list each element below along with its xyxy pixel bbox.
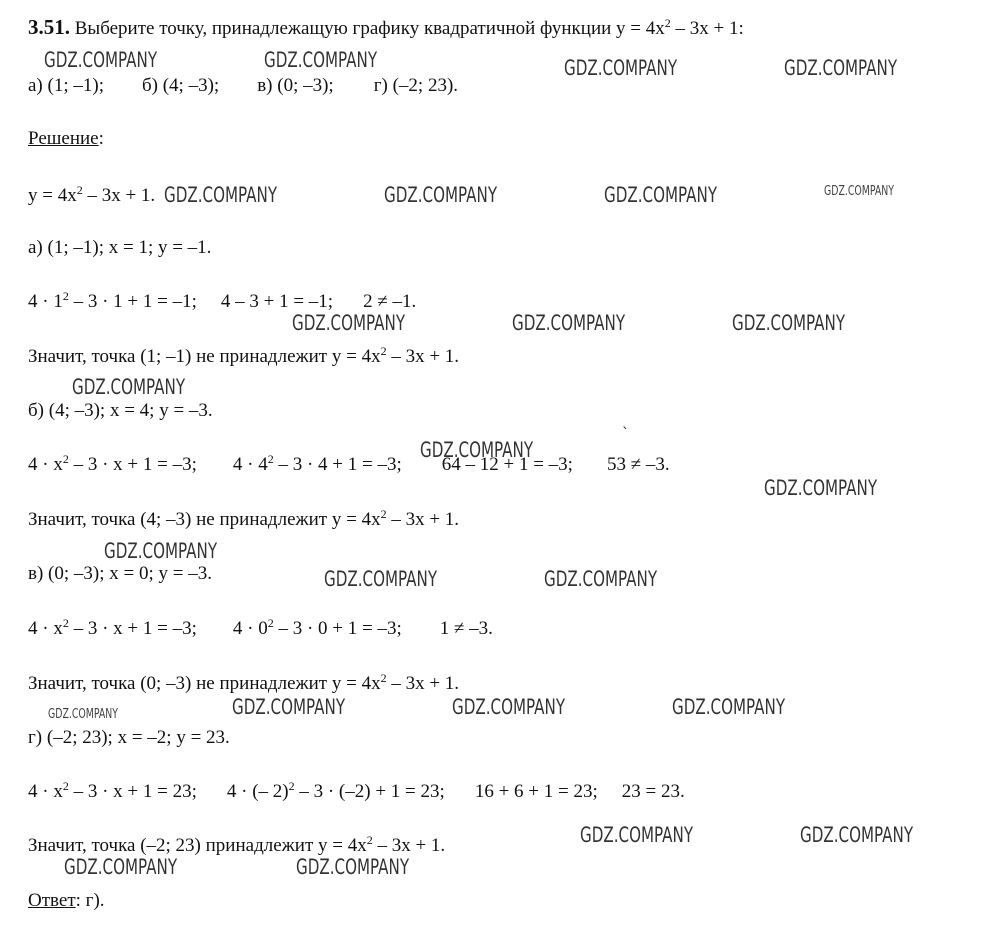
- watermark: GDZ.COMPANY: [264, 48, 378, 72]
- answer-value: : г).: [75, 890, 105, 911]
- watermark: GDZ.COMPANY: [104, 539, 218, 563]
- watermark: GDZ.COMPANY: [800, 823, 914, 847]
- option-b: б) (4; –3);: [141, 75, 220, 96]
- case-d-calc-1-exp: 2: [62, 779, 69, 793]
- case-c-calc-1-pre: 4 · x: [28, 618, 63, 639]
- option-d: г) (–2; 23).: [373, 75, 459, 96]
- watermark: GDZ.COMPANY: [564, 56, 678, 80]
- case-c-calc-1-exp: 2: [62, 616, 69, 630]
- case-a-conclusion-post: – 3x + 1.: [386, 346, 460, 367]
- case-a-calc-1-post: – 3 · 1 + 1 = –1;: [68, 291, 197, 312]
- case-d-calc-1-post: – 3 · x + 1 = 23;: [68, 781, 197, 802]
- watermark: GDZ.COMPANY: [48, 707, 118, 722]
- function-line: [28, 183, 156, 206]
- case-c-conclusion-exp: 2: [380, 671, 387, 685]
- watermark: GDZ.COMPANY: [44, 48, 158, 72]
- problem-options: [28, 76, 458, 95]
- case-c-calc-2-exp: 2: [267, 616, 274, 630]
- case-d-calc-1-pre: 4 · x: [28, 781, 63, 802]
- watermark: GDZ.COMPANY: [384, 183, 498, 207]
- case-a-header-text: а) (1; –1); x = 1; y = –1.: [28, 237, 212, 258]
- case-d-conclusion-exp: 2: [366, 833, 373, 847]
- case-c-calc: [28, 616, 493, 639]
- case-c-calc-2-post: – 3 · 0 + 1 = –3;: [273, 618, 402, 639]
- watermark: GDZ.COMPANY: [732, 311, 846, 335]
- case-b-conclusion-pre: Значит, точка (4; –3) не принадлежит y = 4x: [28, 509, 381, 530]
- case-a-conclusion-exp: 2: [380, 344, 387, 358]
- case-c-calc-1-post: – 3 · x + 1 = –3;: [68, 618, 197, 639]
- case-b-calc-2-pre: 4 · 4: [232, 454, 268, 475]
- watermark: GDZ.COMPANY: [764, 476, 878, 500]
- case-b-header-text: б) (4; –3); x = 4; y = –3.: [28, 400, 213, 421]
- case-b-calc-1-pre: 4 · x: [28, 454, 63, 475]
- case-d-calc: [28, 779, 685, 802]
- case-b-conclusion-post: – 3x + 1.: [386, 509, 460, 530]
- case-d-calc-4: 23 = 23.: [621, 781, 685, 802]
- case-d-calc-2-pre: 4 · (– 2): [226, 781, 289, 802]
- case-d-conclusion-post: – 3x + 1.: [372, 835, 446, 856]
- watermark: GDZ.COMPANY: [824, 184, 894, 199]
- case-d-conclusion: [28, 833, 446, 856]
- problem-number: 3.51.: [28, 15, 70, 39]
- case-a-conclusion-pre: Значит, точка (1; –1) не принадлежит y = 4x: [28, 346, 381, 367]
- case-a-calc-2: 4 – 3 + 1 = –1;: [220, 291, 334, 312]
- case-a-calc: [28, 289, 417, 312]
- case-c-calc-3: 1 ≠ –3.: [439, 618, 493, 639]
- function-post: – 3x + 1.: [82, 185, 156, 206]
- solution-heading-colon: :: [98, 128, 104, 149]
- case-d-calc-3: 16 + 6 + 1 = 23;: [474, 781, 598, 802]
- answer-line: [28, 891, 105, 910]
- case-b-calc-1-post: – 3 · x + 1 = –3;: [68, 454, 197, 475]
- watermark: GDZ.COMPANY: [324, 567, 438, 591]
- case-c-conclusion-post: – 3x + 1.: [386, 673, 460, 694]
- answer-label: Ответ: [28, 890, 76, 911]
- case-a-calc-1-exp: 2: [62, 289, 69, 303]
- case-c-header: [28, 564, 212, 583]
- solution-heading-label: Решение: [28, 128, 99, 149]
- case-c-calc-2-pre: 4 · 0: [232, 618, 268, 639]
- case-d-header-text: г) (–2; 23); x = –2; y = 23.: [28, 727, 230, 748]
- function-exp: 2: [76, 183, 83, 197]
- watermark: GDZ.COMPANY: [604, 183, 718, 207]
- case-c-conclusion-pre: Значит, точка (0; –3) не принадлежит y = 4x: [28, 673, 381, 694]
- case-b-calc-2-post: – 3 · 4 + 1 = –3;: [273, 454, 402, 475]
- problem-text-tail: – 3x + 1:: [670, 18, 744, 39]
- function-pre: y = 4x: [28, 185, 77, 206]
- case-c-conclusion: [28, 671, 460, 694]
- solution-heading: [28, 129, 104, 148]
- watermark: GDZ.COMPANY: [784, 56, 898, 80]
- case-a-header: [28, 238, 211, 257]
- case-b-conclusion-exp: 2: [380, 507, 387, 521]
- watermark: GDZ.COMPANY: [64, 855, 178, 879]
- case-b-calc: [28, 452, 670, 475]
- case-a-calc-1-pre: 4 · 1: [28, 291, 63, 312]
- case-d-calc-2-post: – 3 · (–2) + 1 = 23;: [294, 781, 445, 802]
- case-b-calc-1-exp: 2: [62, 452, 69, 466]
- watermark: GDZ.COMPANY: [164, 183, 278, 207]
- watermark: GDZ.COMPANY: [296, 855, 410, 879]
- problem-statement: [28, 17, 744, 38]
- case-b-calc-4: 53 ≠ –3.: [606, 454, 670, 475]
- scan-speck: `: [622, 426, 629, 442]
- case-b-conclusion: [28, 507, 460, 530]
- case-d-header: [28, 728, 230, 747]
- case-d-calc-2-exp: 2: [288, 779, 295, 793]
- watermark: GDZ.COMPANY: [72, 375, 186, 399]
- problem-exponent: 2: [664, 16, 671, 30]
- watermark: GDZ.COMPANY: [512, 311, 626, 335]
- watermark: GDZ.COMPANY: [580, 823, 694, 847]
- case-b-calc-2-exp: 2: [267, 452, 274, 466]
- case-b-header: [28, 401, 213, 420]
- case-a-conclusion: [28, 344, 460, 367]
- option-c: в) (0; –3);: [257, 75, 334, 96]
- watermark: GDZ.COMPANY: [544, 567, 658, 591]
- case-a-calc-3: 2 ≠ –1.: [363, 291, 417, 312]
- watermark: GDZ.COMPANY: [232, 695, 346, 719]
- case-b-calc-3: 64 – 12 + 1 = –3;: [441, 454, 573, 475]
- case-d-conclusion-pre: Значит, точка (–2; 23) принадлежит y = 4x: [28, 835, 367, 856]
- case-c-header-text: в) (0; –3); x = 0; y = –3.: [28, 563, 212, 584]
- watermark: GDZ.COMPANY: [292, 311, 406, 335]
- option-a: а) (1; –1);: [28, 75, 104, 96]
- watermark: GDZ.COMPANY: [452, 695, 566, 719]
- watermark: GDZ.COMPANY: [672, 695, 786, 719]
- watermark: GDZ.COMPANY: [420, 438, 534, 462]
- problem-text: Выберите точку, принадлежащую графику квадратичной функции y = 4x: [74, 18, 665, 39]
